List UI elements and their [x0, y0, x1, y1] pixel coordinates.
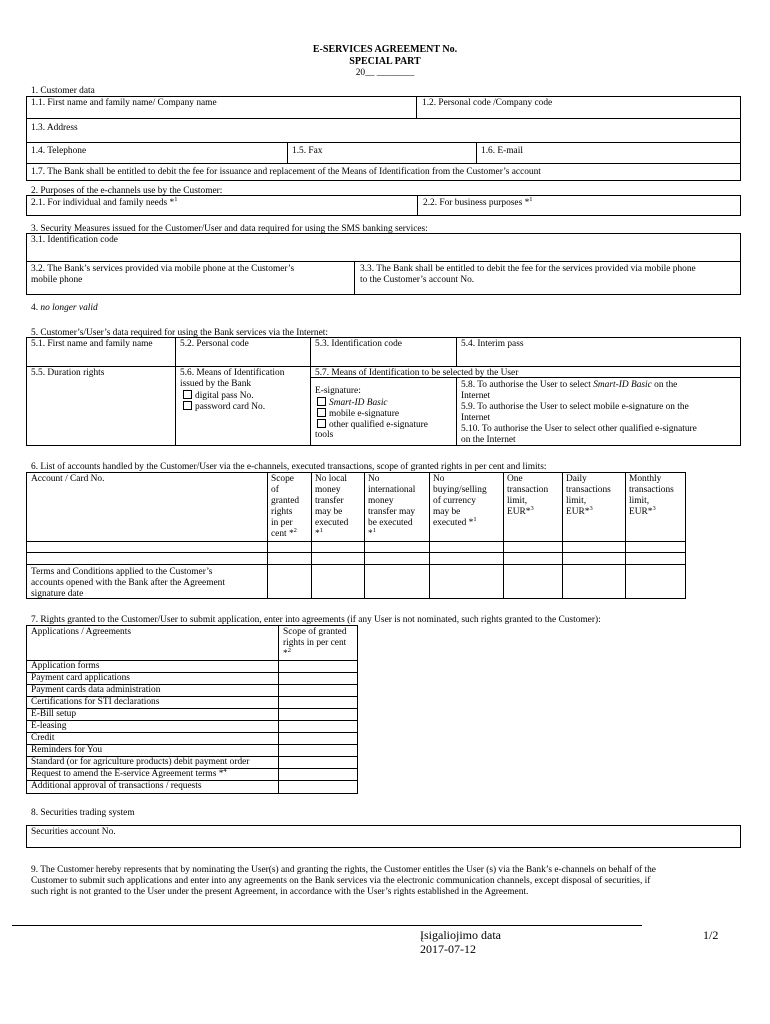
row-ebill-setup: E-Bill setup	[31, 709, 77, 719]
authorise-other-esignature: 5.10. To authorise the User to select other qualified e-signature on the Internet	[461, 424, 697, 445]
row-payment-cards-admin: Payment cards data administration	[31, 685, 161, 695]
checkbox-password-card[interactable]	[183, 401, 192, 410]
row-credit: Credit	[31, 733, 55, 743]
section-3-heading: 3. Security Measures issued for the Customer/User and data required for using the SMS banking services:	[31, 224, 428, 234]
field-business-purposes[interactable]: 2.2. For business purposes *$^1$	[423, 196, 533, 208]
page-number: 1/2	[703, 928, 719, 942]
footer-validity-date: 2017-07-12	[420, 942, 476, 956]
section-9-line-1: 9. The Customer hereby represents that by nominating the User(s) and granting the rights, the Customer entitles the User (s) via the Bank’s e-channels on behalf of the	[31, 865, 656, 875]
footer-validity-label: Įsigaliojimo data	[420, 928, 501, 942]
checkbox-other-esignature[interactable]	[317, 419, 326, 428]
field-user-identification-code[interactable]: 5.3. Identification code	[315, 339, 402, 349]
col-no-international-transfer: No international money transfer may be executed *$^1$	[368, 474, 416, 539]
col-applications: Applications / Agreements	[31, 627, 131, 637]
footer-rule	[12, 925, 642, 926]
field-address[interactable]: 1.3. Address	[31, 123, 78, 133]
option-password-card[interactable]: password card No.	[183, 401, 265, 413]
row-additional-approval: Additional approval of transactions / requests	[31, 781, 202, 791]
option-mobile-esignature[interactable]: mobile e-signature	[317, 408, 399, 420]
field-telephone[interactable]: 1.4. Telephone	[31, 146, 87, 156]
section-9-line-3: such right is not granted to the User under the present Agreement, in accordance with the User’s rights established in the Agreement.	[31, 887, 529, 897]
section-4-note: 4. no longer valid	[31, 303, 98, 313]
row-reminders: Reminders for You	[31, 745, 103, 755]
section-7-heading: 7. Rights granted to the Customer/User to submit application, enter into agreements (if any User is not nominated, such rights granted to the Customer):	[31, 615, 601, 625]
field-mobile-services[interactable]: 3.2. The Bank’s services provided via mobile phone at the Customer’s mobile phone	[31, 264, 295, 285]
col-rights-scope: Scope of granted rights in per cent *$^2$	[283, 627, 347, 659]
field-email[interactable]: 1.6. E-mail	[481, 146, 523, 156]
document-title: E-SERVICES AGREEMENT No.	[312, 44, 458, 55]
col-daily-limit: Daily transactions limit, EUR*$^3$	[566, 474, 611, 517]
field-securities-account[interactable]: Securities account No.	[31, 827, 116, 837]
field-individual-needs[interactable]: 2.1. For individual and family needs *$^1$	[31, 196, 178, 208]
authorise-smart-id: 5.8. To authorise the User to select Smart-ID Basic on the Internet	[461, 380, 678, 401]
field-user-name[interactable]: 5.1. First name and family name	[31, 339, 153, 349]
terms-row-label: Terms and Conditions applied to the Customer’s accounts opened with the Bank after the Agreement signature date	[31, 567, 225, 599]
field-identification-code[interactable]: 3.1. Identification code	[31, 235, 118, 245]
col-account: Account / Card No.	[31, 474, 105, 484]
col-no-currency-exchange: No buying/selling of currency may be executed *$^1$	[433, 474, 487, 528]
col-scope: Scope of granted rights in per cent *$^2$	[271, 474, 300, 539]
document-subtitle: SPECIAL PART	[349, 56, 421, 67]
field-fee-debit: 1.7. The Bank shall be entitled to debit the fee for issuance and replacement of the Means of Identification from the Customer’s account	[31, 167, 541, 177]
field-mobile-fee-account[interactable]: 3.3. The Bank shall be entitled to debit the fee for the services provided via mobile phone to the Customer’s account No.	[360, 264, 696, 285]
option-smart-id[interactable]: Smart-ID Basic	[317, 397, 388, 409]
checkbox-smart-id[interactable]	[317, 397, 326, 406]
col-one-transaction-limit: One transaction limit, EUR*$^3$	[507, 474, 549, 517]
row-amend-request: Request to amend the E-service Agreement terms *$^4$	[31, 767, 227, 779]
field-fax[interactable]: 1.5. Fax	[292, 146, 323, 156]
field-duration-rights[interactable]: 5.5. Duration rights	[31, 368, 105, 378]
means-of-id-bank: 5.6. Means of Identification issued by the Bank	[180, 368, 285, 389]
row-debit-payment-order: Standard (or for agriculture products) debit payment order	[31, 757, 250, 767]
field-interim-pass[interactable]: 5.4. Interim pass	[461, 339, 524, 349]
option-other-esignature[interactable]: other qualified e-signature	[317, 419, 428, 431]
row-application-forms: Application forms	[31, 661, 100, 671]
section-1-heading: 1. Customer data	[31, 86, 95, 96]
section-2-heading: 2. Purposes of the e-channels use by the Customer:	[31, 186, 223, 196]
section-8-heading: 8. Securities trading system	[31, 808, 135, 818]
col-monthly-limit: Monthly transactions limit, EUR*$^3$	[629, 474, 674, 517]
checkbox-digital-pass[interactable]	[183, 390, 192, 399]
securities-table	[26, 825, 741, 848]
means-of-id-user: 5.7. Means of Identification to be selected by the User	[315, 368, 519, 378]
row-sti-certifications: Certifications for STI declarations	[31, 697, 160, 707]
checkbox-mobile-esignature[interactable]	[317, 408, 326, 417]
option-digital-pass[interactable]: digital pass No.	[183, 390, 254, 402]
field-personal-code[interactable]: 1.2. Personal code /Company code	[422, 98, 553, 108]
authorise-mobile-esignature: 5.9. To authorise the User to select mobile e-signature on the Internet	[461, 402, 689, 423]
section-5-heading: 5. Customer’s/User’s data required for using the Bank services via the Internet:	[31, 328, 328, 338]
field-name[interactable]: 1.1. First name and family name/ Company name	[31, 98, 217, 108]
agreement-date-line: 20__ ________	[355, 68, 415, 78]
field-user-personal-code[interactable]: 5.2. Personal code	[180, 339, 249, 349]
section-9-line-2: Customer to submit such applications and enter into any agreements on the Bank services via the electronic communication channels, except disposal of securities, if	[31, 876, 651, 886]
section-6-heading: 6. List of accounts handled by the Customer/User via the e-channels, executed transactions, scope of granted rights in per cent and limits:	[31, 462, 547, 472]
option-other-esignature-cont: tools	[315, 430, 334, 440]
esignature-label: E-signature:	[315, 386, 361, 396]
row-payment-card-applications: Payment card applications	[31, 673, 130, 683]
row-eleasing: E-leasing	[31, 721, 67, 731]
col-no-local-transfer: No local money transfer may be executed *$^1$	[315, 474, 349, 539]
